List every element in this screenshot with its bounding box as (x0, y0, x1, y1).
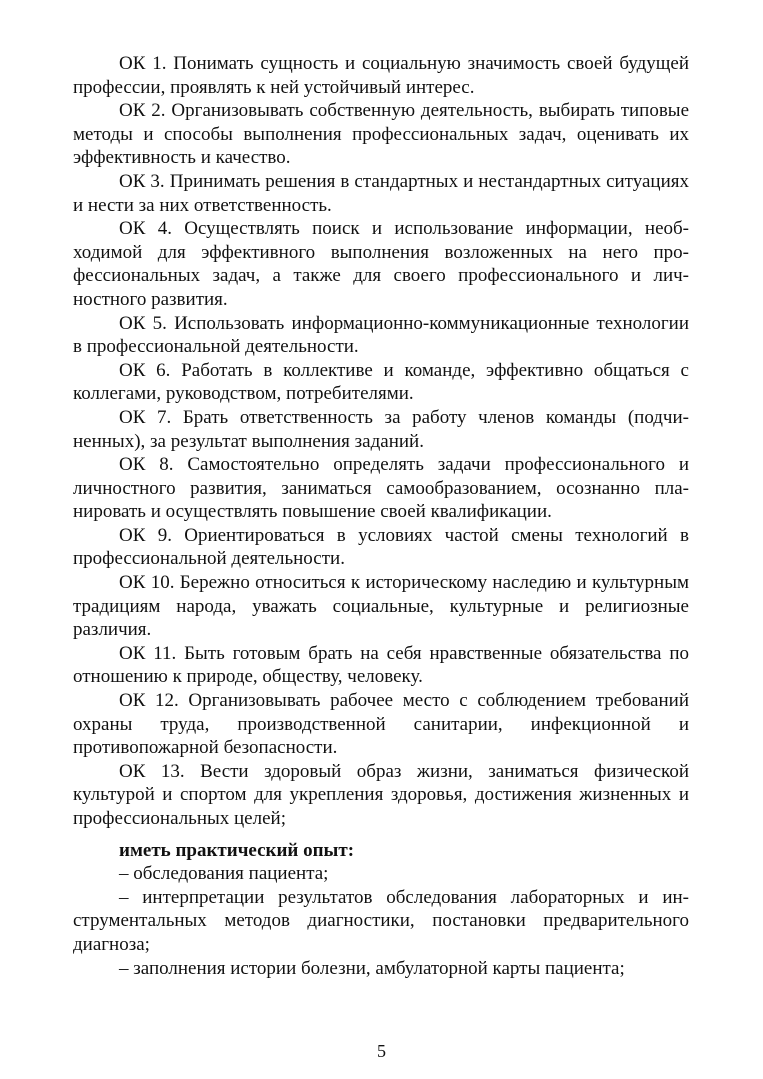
experience-item: – интерпретации результатов обследования лабораторных и инструментальных методов диагностики, постановки предварительного диагноза; (73, 886, 689, 955)
document-page (73, 52, 689, 980)
experience-heading: иметь практический опыт: (119, 839, 355, 861)
experience-item: – обследования пациента; (119, 863, 329, 885)
competency-ok-10: ОК 10. Бережно относиться к историческому наследию и культурным традициям народа, уважать социальные, культурные и религиозные различия. (73, 572, 689, 641)
page-number: 5 (377, 1041, 386, 1061)
competency-ok-3: ОК 3. Принимать решения в стандартных и нестандартных ситуациях и нести за них ответственность. (73, 170, 689, 216)
competency-ok-13: ОК 13. Вести здоровый образ жизни, заниматься физической культурой и спортом для укрепления здоровья, достижения жизненных и профессиональных целей; (73, 760, 689, 829)
competency-ok-1: ОК 1. Понимать сущность и социальную значимость своей будущей профессии, проявлять к ней устойчивый интерес. (73, 53, 689, 98)
competency-ok-2: ОК 2. Организовывать собственную деятельность, выбирать типовые методы и способы выполнения профессиональных задач, оценивать их эффективность и качество. (73, 100, 689, 169)
competency-ok-4: ОК 4. Осуществлять поиск и использование информации, необходимой для эффективного выполнения возложенных на него профессиональных задач, а также для своего профессионального и личностного развития. (73, 218, 689, 310)
competency-ok-11: ОК 11. Быть готовым брать на себя нравственные обязательства по отношению к природе, обществу, человеку. (73, 642, 689, 688)
competency-ok-9: ОК 9. Ориентироваться в условиях частой смены технологий в профессиональной деятельности. (73, 524, 689, 570)
competency-ok-8: ОК 8. Самостоятельно определять задачи профессионального и личностного развития, заниматься самообразованием, осознанно планировать и осуществлять повышение своей квалификации. (73, 454, 689, 523)
competency-ok-12: ОК 12. Организовывать рабочее место с соблюдением требований охраны труда, производственной санитарии, инфекционной и противопожарной безопасности. (73, 690, 689, 759)
competency-ok-7: ОК 7. Брать ответственность за работу членов команды (подчиненных), за результат выполнения заданий. (73, 406, 689, 452)
experience-item: – заполнения истории болезни, амбулаторной карты пациента; (119, 957, 625, 979)
competency-ok-5: ОК 5. Использовать информационно-коммуникационные технологии в профессиональной деятельности. (73, 312, 689, 358)
competency-ok-6: ОК 6. Работать в коллективе и команде, эффективно общаться с коллегами, руководством, потребителями. (73, 359, 689, 405)
